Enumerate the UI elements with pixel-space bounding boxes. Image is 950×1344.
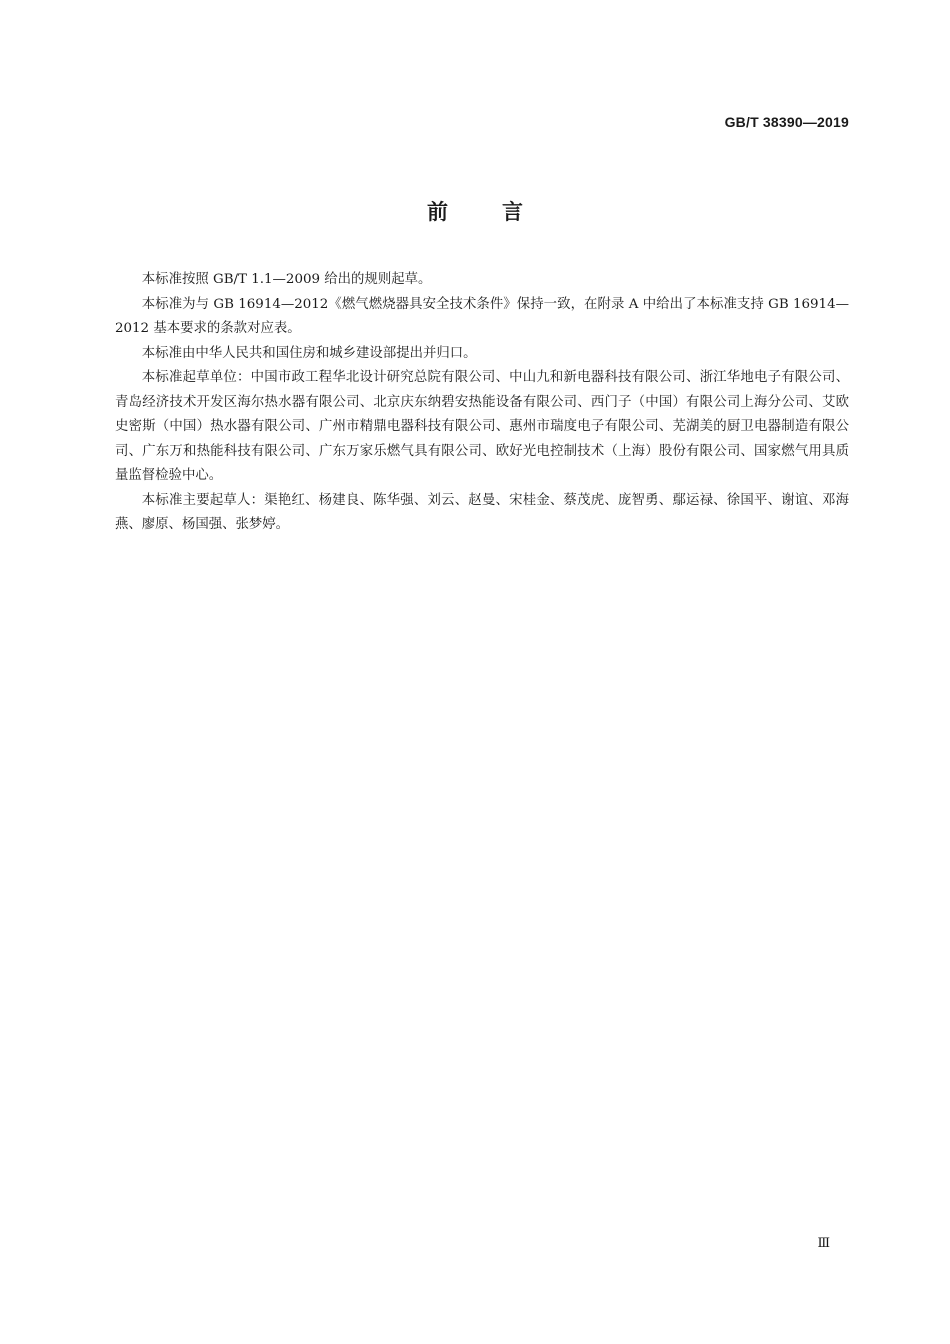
document-body [115,268,849,538]
paragraph-proposer: 本标准由中华人民共和国住房和城乡建设部提出并归口。 [141,345,477,361]
standard-code: GB/T 38390—2019 [724,114,849,130]
paragraph-consistency: 本标准为与 GB 16914—2012《燃气燃烧器具安全技术条件》保持一致，在附录 A 中给出了本标准支持 GB 16914—2012 基本要求的条款对应表。 [115,296,849,336]
page-number: Ⅲ [817,1236,830,1251]
page-title: 前言 [427,200,577,224]
paragraph-drafting-units: 本标准起草单位：中国市政工程华北设计研究总院有限公司、中山九和新电器科技有限公司、浙江华地电子有限公司、青岛经济技术开发区海尔热水器有限公司、北京庆东纳碧安热能设备有限公司、西门子（中国）有限公司上海分公司、艾欧史密斯（中国）热水器有限公司、广州市精鼎电器科技有限公司、惠州市瑞度电子有限公司、芜湖美的厨卫电器制造有限公司、广东万和热能科技有限公司、广东万家乐燃气具有限公司、欧好光电控制技术（上海）股份有限公司、国家燃气用具质量监督检验中心。 [115,370,849,483]
paragraph-drafting-rules: 本标准按照 GB/T 1.1—2009 给出的规则起草。 [141,272,432,287]
paragraph-drafters: 本标准主要起草人：渠艳红、杨建良、陈华强、刘云、赵曼、宋桂金、蔡茂虎、庞智勇、鄢运禄、徐国平、谢谊、邓海燕、廖原、杨国强、张梦婷。 [115,492,849,532]
